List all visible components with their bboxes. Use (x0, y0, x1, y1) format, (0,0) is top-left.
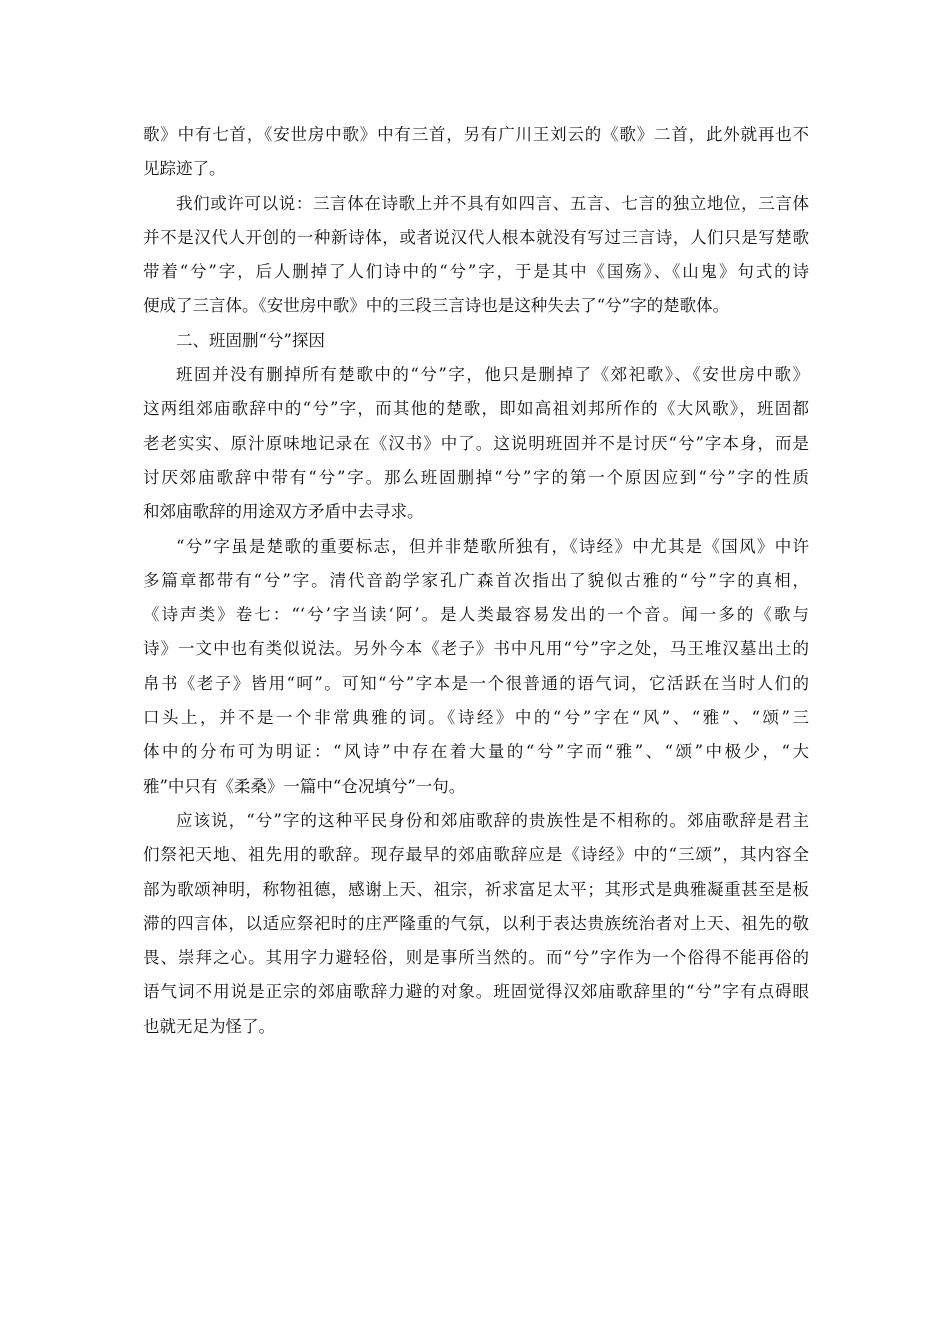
paragraph-line: 雅”中只有《柔桑》一篇中“仓况填兮”一句。 (143, 776, 466, 796)
paragraph-line: “兮”字虽是楚歌的重要标志，但并非楚歌所独有，《诗经》中尤其是《国风》中许 (176, 536, 809, 556)
paragraph-line: 便成了三言体。《安世房中歌》中的三段三言诗也是这种失去了“兮”字的楚歌体。 (143, 296, 730, 316)
paragraph-line: 老老实实、原汁原味地记录在《汉书》中了。这说明班固并不是讨厌“兮”字本身，而是 (143, 433, 809, 453)
paragraph-line: 歌》中有七首，《安世房中歌》中有三首，另有广川王刘云的《歌》二首，此外就再也不 (143, 125, 809, 144)
paragraph-line: 口头上，并不是一个非常典雅的词。《诗经》中的“兮”字在“风”、“雅”、“颂”三 (143, 708, 809, 728)
paragraph-line: 滞的四言体，以适应祭祀时的庄严隆重的气氛，以利于表达贵族统治者对上天、祖先的敬 (143, 913, 809, 933)
paragraph-line: 帛书《老子》皆用“呵”。可知“兮”字本是一个很普通的语气词，它活跃在当时人们的 (143, 673, 809, 693)
paragraph-line: 畏、崇拜之心。其用字力避轻俗，则是事所当然的。而“兮”字作为一个俗得不能再俗的 (143, 948, 809, 968)
section-heading: 二、班固删“兮”探因 (176, 330, 325, 350)
document-body (143, 118, 809, 1044)
paragraph-line: 体中的分布可为明证：“风诗”中存在着大量的“兮”字而“雅”、“颂”中极少，“大 (143, 742, 809, 762)
paragraph-line: 语气词不用说是正宗的郊庙歌辞力避的对象。班固觉得汉郊庙歌辞里的“兮”字有点碍眼 (143, 982, 809, 1002)
paragraph-line: 这两组郊庙歌辞中的“兮”字，而其他的楚歌，即如高祖刘邦所作的《大风歌》，班固都 (143, 399, 809, 419)
paragraph-line: 也就无足为怪了。 (143, 1016, 275, 1036)
paragraph-line: 并不是汉代人开创的一种新诗体，或者说汉代人根本就没有写过三言诗，人们只是写楚歌 (143, 227, 809, 247)
paragraph-line: 多篇章都带有“兮”字。清代音韵学家孔广森首次指出了貌似古雅的“兮”字的真相， (143, 570, 809, 590)
paragraph-line: 部为歌颂神明，称物祖德，感谢上天、祖宗，祈求富足太平；其形式是典雅凝重甚至是板 (143, 879, 809, 899)
paragraph-line: 应该说，“兮”字的这种平民身份和郊庙歌辞的贵族性是不相称的。郊庙歌辞是君主 (176, 810, 809, 830)
paragraph-line: 讨厌郊庙歌辞中带有“兮”字。那么班固删掉“兮”字的第一个原因应到“兮”字的性质 (143, 467, 809, 487)
paragraph-line: 我们或许可以说：三言体在诗歌上并不具有如四言、五言、七言的独立地位，三言体 (176, 193, 809, 213)
paragraph-line: 带着“兮”字，后人删掉了人们诗中的“兮”字，于是其中《国殇》、《山鬼》句式的诗 (143, 262, 809, 282)
paragraph-line: 们祭祀天地、祖先用的歌辞。现存最早的郊庙歌辞应是《诗经》中的“三颂”，其内容全 (143, 845, 809, 865)
paragraph-line: 和郊庙歌辞的用途双方矛盾中去寻求。 (143, 502, 424, 522)
paragraph-line: 诗》一文中也有类似说法。另外今本《老子》书中凡用“兮”字之处，马王堆汉墓出土的 (143, 639, 809, 659)
paragraph-line: 见踪迹了。 (143, 159, 226, 179)
paragraph-line: 《诗声类》卷七：“‘兮’字当读‘阿’。是人类最容易发出的一个音。闻一多的《歌与 (143, 605, 809, 625)
paragraph-line: 班固并没有删掉所有楚歌中的“兮”字，他只是删掉了《郊祀歌》、《安世房中歌》 (176, 365, 809, 385)
